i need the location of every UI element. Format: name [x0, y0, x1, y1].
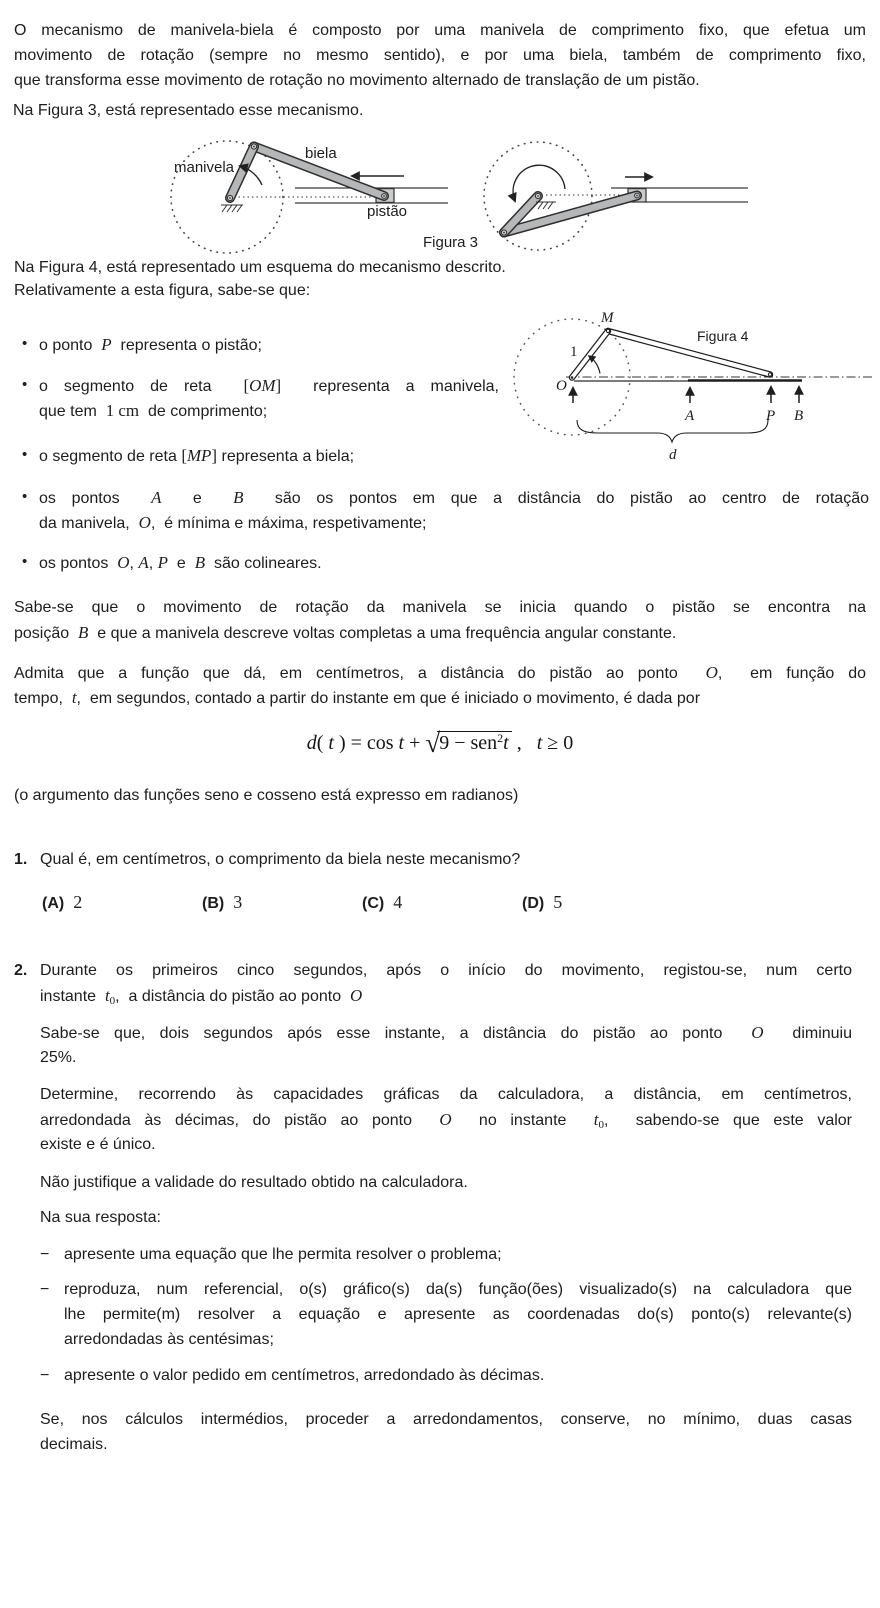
- ground-mount: [221, 205, 243, 212]
- figure4-caption: Figura 4: [697, 328, 749, 344]
- option-C: (C) 4: [362, 892, 403, 912]
- bullet-points-AB: • os pontos A e B são os pontos em que a distância do pistão ao centro de rotação da manivela, O, é mínima e máxima, respetivamente;: [22, 485, 869, 535]
- intro-paragraph: O mecanismo de manivela-biela é composto por uma manivela de comprimento fixo, que efetua um movimento de rotação (sempre no mesmo sentido), e por uma biela, também de comprimento fixo, que transforma esse movimento de rotação no movimento alternado de translação de um pistão.: [14, 22, 866, 89]
- bullet-segment-MP: • o segmento de reta [MP] representa a biela;: [22, 443, 509, 468]
- dash-icon: −: [40, 1281, 50, 1298]
- figure4-diagram: [500, 293, 880, 465]
- point-A-label: A: [685, 408, 695, 424]
- point-B-label: B: [794, 408, 804, 424]
- question2-paragraph-determine: Determine, recorrendo às capacidades gráficas da calculadora, a distância, em centímetros, arredondada às décimas, do pistão ao ponto O no instante t0, sabendo-se que este valor existe e é único.: [40, 1086, 853, 1153]
- answer-item-graphs: − reproduza, num referencial, o(s) gráfico(s) da(s) função(ões) visualizado(s) na calculadora que lhe permite(m) resolver a equação e apresente as coordenadas do(s) ponto(s) relevante(s) arredondadas às centésimas;: [40, 1277, 852, 1352]
- question1-number: 1.: [14, 851, 28, 868]
- dash-icon: −: [40, 1246, 50, 1263]
- option-D: (D) 5: [522, 892, 563, 912]
- distance-d-label: d: [669, 447, 677, 463]
- bullet-collinear: • os pontos O, A, P e B são colineares.: [22, 550, 869, 575]
- answer-item-value: − apresente o valor pedido em centímetros, arredondado às décimas.: [40, 1363, 852, 1388]
- ground-mount: [536, 202, 556, 209]
- distance-brace: [577, 420, 768, 442]
- point-arrows: [573, 387, 799, 403]
- rounding-note: Se, nos cálculos intermédios, proceder a arredondamentos, conserve, no mínimo, duas casas decimais.: [40, 1411, 852, 1453]
- radians-note: (o argumento das funções seno e cosseno está expresso em radianos): [14, 787, 519, 804]
- question2-statement: Durante os primeiros cinco segundos, após o início do movimento, registou-se, num certo instante t0, a distância do pistão ao ponto O: [40, 962, 852, 1007]
- question2-note-no-justify: Não justifique a validade do resultado obtido na calculadora.: [40, 1174, 468, 1191]
- point-O-label: O: [556, 378, 567, 394]
- question2-answer-header: Na sua resposta:: [40, 1209, 161, 1226]
- bullet-icon: •: [22, 335, 28, 352]
- figure3-intro-line: Na Figura 3, está representado esse mecanismo.: [13, 102, 364, 119]
- biela-label: biela: [305, 145, 337, 162]
- question2-number: 2.: [14, 962, 28, 979]
- bullet-icon: •: [22, 488, 28, 505]
- question1-text: Qual é, em centímetros, o comprimento da biela neste mecanismo?: [40, 851, 521, 868]
- figure3-right-mechanism: [484, 142, 748, 250]
- bullet-icon: •: [22, 553, 28, 570]
- figure4-known-facts-line: Relativamente a esta figura, sabe-se que:: [14, 282, 311, 299]
- bullet-icon: •: [22, 376, 28, 393]
- question2-paragraph-decrease: Sabe-se que, dois segundos após esse instante, a distância do pistão ao ponto O diminuiu 25%.: [40, 1023, 853, 1066]
- answer-item-equation: − apresente uma equação que lhe permita resolver o problema;: [40, 1242, 852, 1267]
- point-P-label: P: [766, 408, 776, 424]
- option-A: (A) 2: [42, 892, 83, 912]
- bullet-point-P: • o ponto P representa o pistão;: [22, 332, 509, 357]
- point-M-label: M: [601, 310, 614, 326]
- dash-icon: −: [40, 1367, 50, 1384]
- pistao-label: pistão: [367, 203, 408, 220]
- motion-paragraph: Sabe-se que o movimento de rotação da manivela se inicia quando o pistão se encontra na posição B e que a manivela descreve voltas completas a uma frequência angular constante.: [14, 599, 866, 642]
- function-paragraph: Admita que a função que dá, em centímetros, a distância do pistão ao ponto O, em função do tempo, t, em segundos, contado a partir do instante em que é iniciado o movimento, é dada por: [14, 663, 866, 707]
- distance-formula: d( t ) = cos t + √9 − sen$^2$t , t ≥ 0: [306, 728, 574, 758]
- figure3-diagram: [150, 128, 750, 255]
- figure4-intro-line: Na Figura 4, está representado um esquema do mecanismo descrito.: [14, 259, 506, 276]
- bullet-segment-OM: • o segmento de reta [OM] representa a manivela, que tem 1 cm de comprimento;: [22, 373, 499, 423]
- manivela-label: manivela: [174, 159, 235, 176]
- crank-length-label: 1: [570, 344, 578, 360]
- figure3-left-mechanism: [171, 141, 448, 253]
- bullet-icon: •: [22, 446, 28, 463]
- figure3-caption: Figura 3: [423, 234, 479, 251]
- option-B: (B) 3: [202, 892, 243, 912]
